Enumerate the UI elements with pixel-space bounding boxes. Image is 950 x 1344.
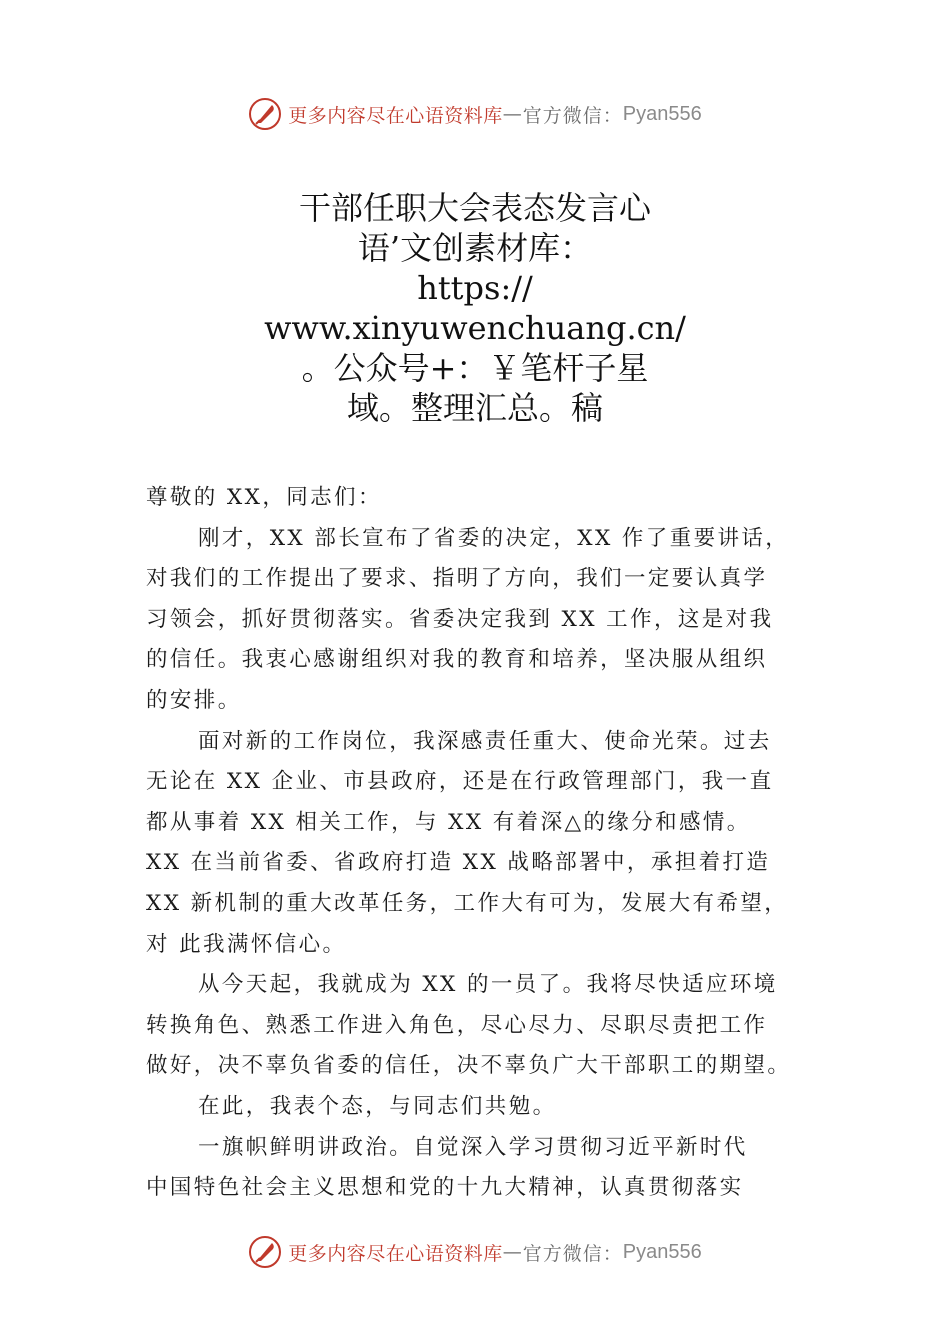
footer-brand-text: 更多内容尽在心语资料库 (288, 1242, 503, 1265)
header-banner (0, 94, 950, 134)
body-line: 面对新的工作岗位，我深感责任重大、使命光荣。过去 (198, 728, 772, 754)
title-line: www.xinyuwenchuang.cn/ (264, 309, 686, 347)
footer-dash: — (502, 1241, 523, 1263)
body-line: 一旗帜鲜明讲政治。自觉深入学习贯彻习近平新时代 (198, 1134, 748, 1160)
body-line: 转换角色、熟悉工作进入角色，尽心尽力、尽职尽责把工作 (146, 1012, 768, 1038)
quill-pen-icon (248, 97, 282, 131)
title-line: 干部任职大会表态发言心 (298, 189, 651, 227)
body-line: 在此，我表个态，与同志们共勉。 (198, 1093, 557, 1119)
body-line: 的信任。我衷心感谢组织对我的教育和培养，坚决服从组织 (146, 647, 768, 673)
body-line: 的安排。 (146, 687, 242, 713)
document-body (146, 478, 822, 1209)
quill-pen-icon (248, 1235, 282, 1269)
body-line: 对我们的工作提出了要求、指明了方向，我们一定要认真学 (146, 566, 768, 592)
title-line: 语’文创素材库： (357, 229, 593, 267)
title-line: 。公众号+：￥笔杆子星 (301, 349, 649, 387)
body-line: 中国特色社会主义思想和党的十九大精神，认真贯彻落实 (146, 1175, 744, 1201)
body-line: 都从事着 XX 相关工作，与 XX 有着深△的缘分和感情。 (146, 809, 751, 835)
body-line: 做好，决不辜负省委的信任，决不辜负广大干部职工的期望。 (146, 1053, 792, 1079)
document-title (150, 188, 800, 428)
footer-banner (0, 1232, 950, 1272)
body-line: 无论在 XX 企业、市县政府，还是在行政管理部门，我一直 (146, 769, 774, 795)
body-line: 尊敬的 XX，同志们： (146, 485, 382, 510)
header-dash: — (502, 103, 523, 125)
footer-wechat-id: Pyan556 (622, 1240, 702, 1263)
body-line: XX 在当前省委、省政府打造 XX 战略部署中，承担着打造 (146, 850, 771, 876)
body-line: 从今天起，我就成为 XX 的一员了。我将尽快适应环境 (198, 972, 778, 998)
header-brand-text: 更多内容尽在心语资料库 (288, 104, 503, 127)
body-line: 刚才，XX 部长宣布了省委的决定，XX 作了重要讲话， (198, 525, 790, 551)
header-wechat-id: Pyan556 (622, 102, 702, 125)
footer-wechat-label: 官方微信： (522, 1242, 623, 1265)
body-line: 对 此我满怀信心。 (146, 931, 347, 957)
title-line: https:// (417, 269, 533, 307)
body-line: XX 新机制的重大改革任务，工作大有可为，发展大有希望， (146, 890, 789, 916)
header-wechat-label: 官方微信： (522, 104, 623, 127)
body-line: 习领会，抓好贯彻落实。省委决定我到 XX 工作，这是对我 (146, 606, 774, 632)
title-line: 域。整理汇总。稿 (346, 389, 603, 427)
